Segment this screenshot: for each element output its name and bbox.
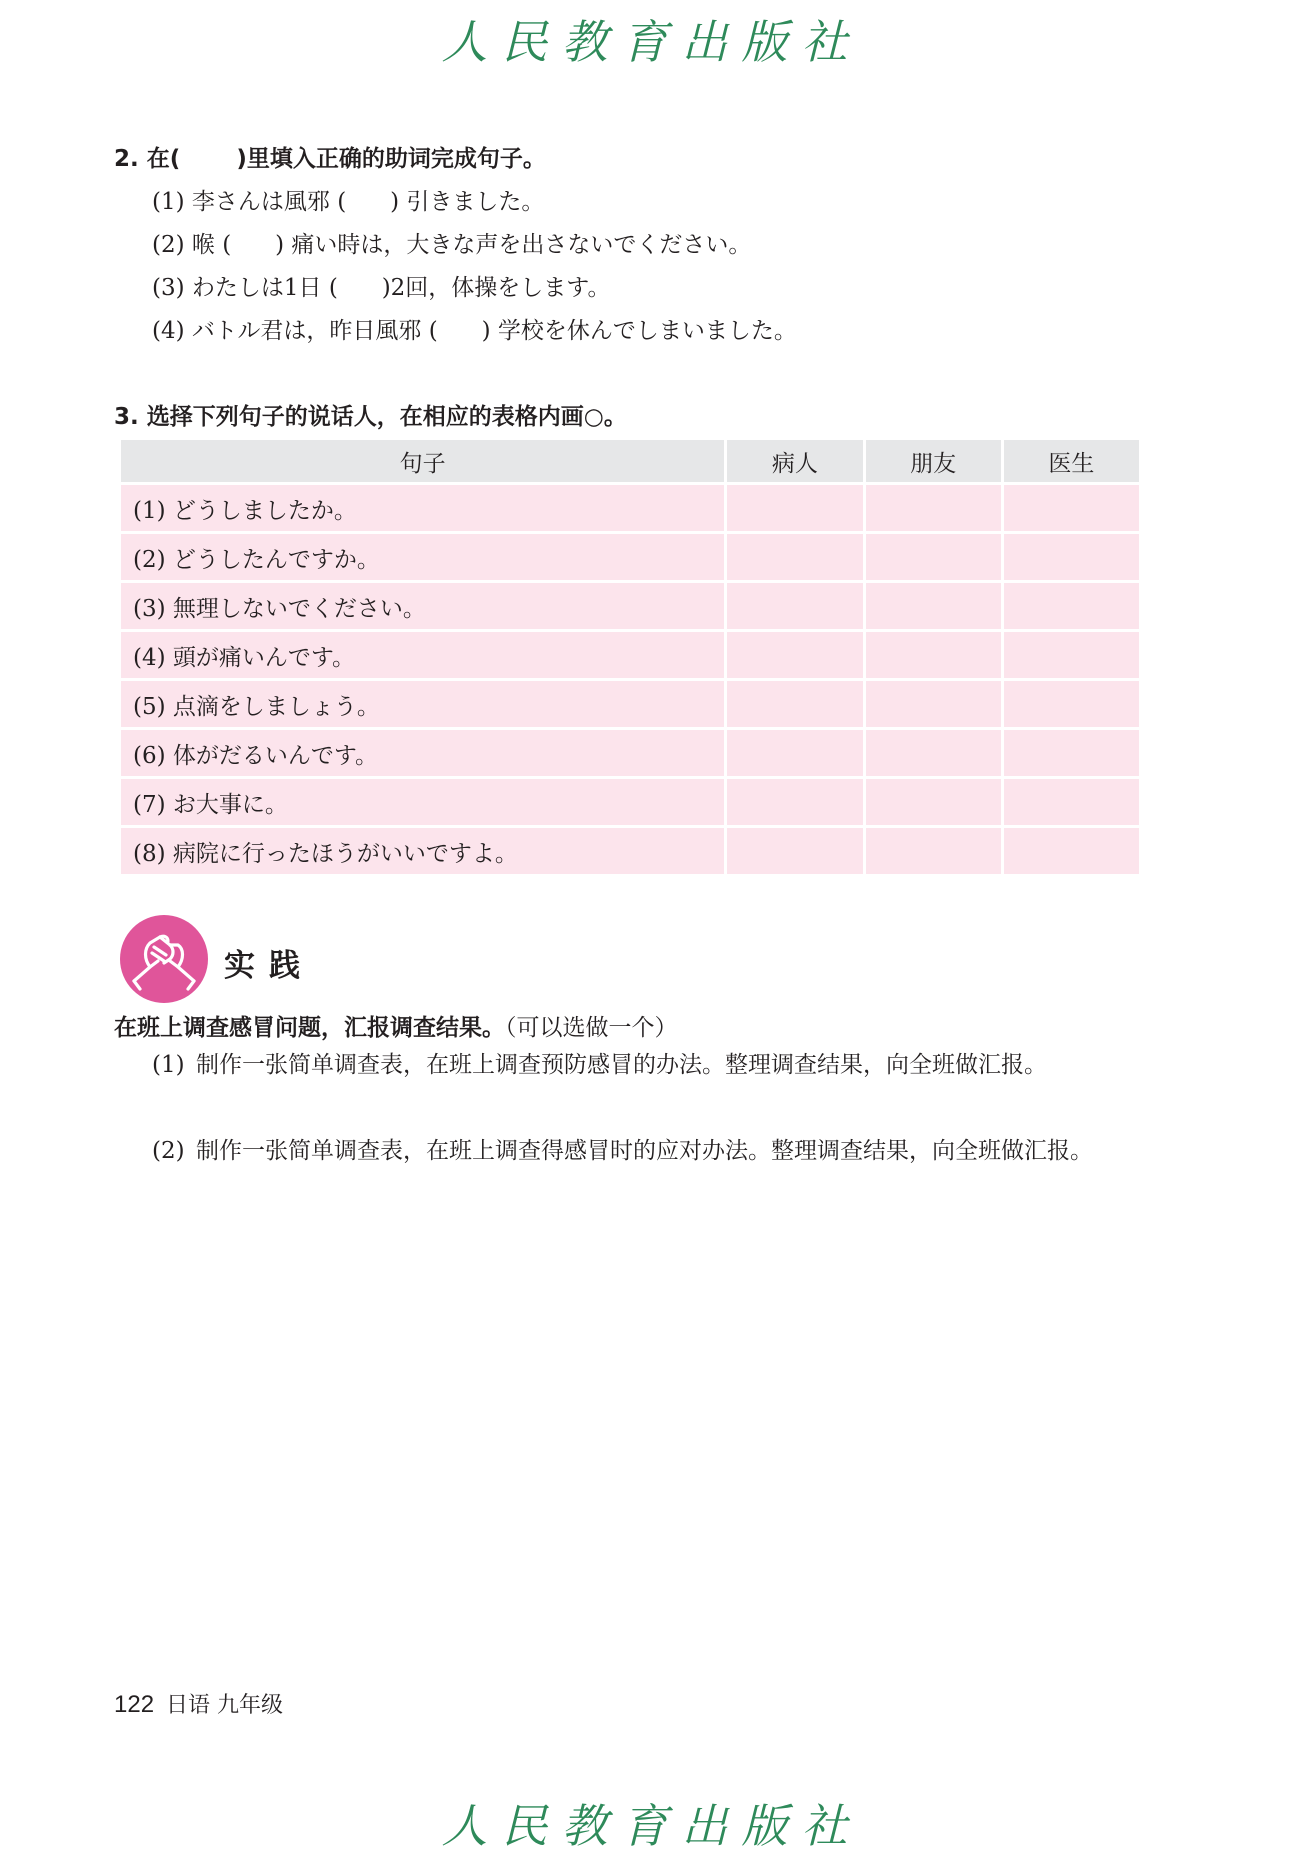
- sentence-cell: (1) どうしましたか。: [121, 485, 724, 531]
- sentence-cell: (7) お大事に。: [121, 779, 724, 825]
- table-row: [121, 779, 1139, 825]
- practice-item-text: 制作一张简单调查表，在班上调查预防感冒的办法。整理调查结果，向全班做汇报。: [196, 1052, 1047, 1078]
- practice-title: 实践: [224, 948, 314, 984]
- blank: [231, 232, 275, 258]
- question-2-item: [152, 312, 797, 345]
- practice-task: [114, 1009, 678, 1042]
- item-post: ) 痛い時は，大きな声を出さないでください。: [275, 232, 752, 258]
- friend-cell[interactable]: [866, 485, 1001, 531]
- practice-item: [152, 1044, 1142, 1087]
- question-2-item: [152, 269, 610, 302]
- item-pre: (4) バトル君は，昨日風邪 (: [152, 318, 438, 344]
- table-row: [121, 632, 1139, 678]
- blank: [180, 146, 236, 172]
- sentence-cell: (3) 無理しないでください。: [121, 583, 724, 629]
- page-number: 122: [114, 1691, 155, 1718]
- item-pre: (1) 李さんは風邪 (: [152, 189, 347, 215]
- friend-cell[interactable]: [866, 534, 1001, 580]
- question-2-title-pre: 2. 在(: [114, 146, 181, 172]
- patient-cell[interactable]: [727, 632, 862, 678]
- friend-cell[interactable]: [866, 632, 1001, 678]
- sentence-cell: (8) 病院に行ったほうがいいですよ。: [121, 828, 724, 874]
- patient-cell[interactable]: [727, 730, 862, 776]
- table-header-row: [121, 440, 1139, 482]
- item-post: )2回，体操をします。: [381, 275, 611, 301]
- blank: [438, 318, 482, 344]
- book-title: 日语 九年级: [166, 1693, 284, 1718]
- sentence-cell: (5) 点滴をしましょう。: [121, 681, 724, 727]
- question-3-title: 3. 选择下列句子的说话人，在相应的表格内画○。: [114, 404, 627, 430]
- patient-cell[interactable]: [727, 828, 862, 874]
- header-patient: 病人: [727, 440, 862, 482]
- blank: [338, 275, 382, 301]
- question-2-item: [152, 226, 751, 259]
- doctor-cell[interactable]: [1004, 828, 1139, 874]
- table-row: [121, 681, 1139, 727]
- practice-item-number: (1): [152, 1052, 185, 1078]
- handshake-icon: [120, 915, 208, 1003]
- item-pre: (2) 喉 (: [152, 232, 232, 258]
- doctor-cell[interactable]: [1004, 534, 1139, 580]
- item-post: ) 引きました。: [390, 189, 545, 215]
- practice-item-number: (2): [152, 1138, 185, 1164]
- table-row: [121, 730, 1139, 776]
- question-2-title-post: )里填入正确的助词完成句子。: [236, 146, 546, 172]
- patient-cell[interactable]: [727, 534, 862, 580]
- friend-cell[interactable]: [866, 779, 1001, 825]
- page-footer: [114, 1688, 283, 1719]
- doctor-cell[interactable]: [1004, 730, 1139, 776]
- friend-cell[interactable]: [866, 828, 1001, 874]
- patient-cell[interactable]: [727, 583, 862, 629]
- question-2-item: [152, 183, 544, 216]
- sentence-cell: (2) どうしたんですか。: [121, 534, 724, 580]
- doctor-cell[interactable]: [1004, 583, 1139, 629]
- patient-cell[interactable]: [727, 681, 862, 727]
- table-row: [121, 583, 1139, 629]
- patient-cell[interactable]: [727, 779, 862, 825]
- sentence-cell: (4) 頭が痛いんです。: [121, 632, 724, 678]
- item-post: ) 学校を休んでしまいました。: [481, 318, 797, 344]
- item-pre: (3) わたしは1日 (: [152, 275, 338, 301]
- friend-cell[interactable]: [866, 681, 1001, 727]
- header-sentence: 句子: [121, 440, 724, 482]
- question-2-title: [114, 140, 546, 173]
- header-friend: 朋友: [866, 440, 1001, 482]
- friend-cell[interactable]: [866, 583, 1001, 629]
- friend-cell[interactable]: [866, 730, 1001, 776]
- doctor-cell[interactable]: [1004, 485, 1139, 531]
- practice-item: [152, 1130, 1142, 1173]
- doctor-cell[interactable]: [1004, 632, 1139, 678]
- table-row: [121, 485, 1139, 531]
- doctor-cell[interactable]: [1004, 779, 1139, 825]
- doctor-cell[interactable]: [1004, 681, 1139, 727]
- practice-task-main: 在班上调查感冒问题，汇报调查结果。: [114, 1015, 505, 1041]
- speaker-table: [118, 437, 1142, 877]
- table-row: [121, 828, 1139, 874]
- practice-task-note: （可以选做一个）: [505, 1015, 678, 1041]
- header-doctor: 医生: [1004, 440, 1139, 482]
- publisher-watermark-bottom: 人民教育出版社: [441, 1799, 862, 1853]
- sentence-cell: (6) 体がだるいんです。: [121, 730, 724, 776]
- table-row: [121, 534, 1139, 580]
- publisher-watermark-top: 人民教育出版社: [441, 15, 862, 69]
- practice-item-text: 制作一张简单调查表，在班上调查得感冒时的应对办法。整理调查结果，向全班做汇报。: [196, 1138, 1093, 1164]
- blank: [346, 189, 390, 215]
- patient-cell[interactable]: [727, 485, 862, 531]
